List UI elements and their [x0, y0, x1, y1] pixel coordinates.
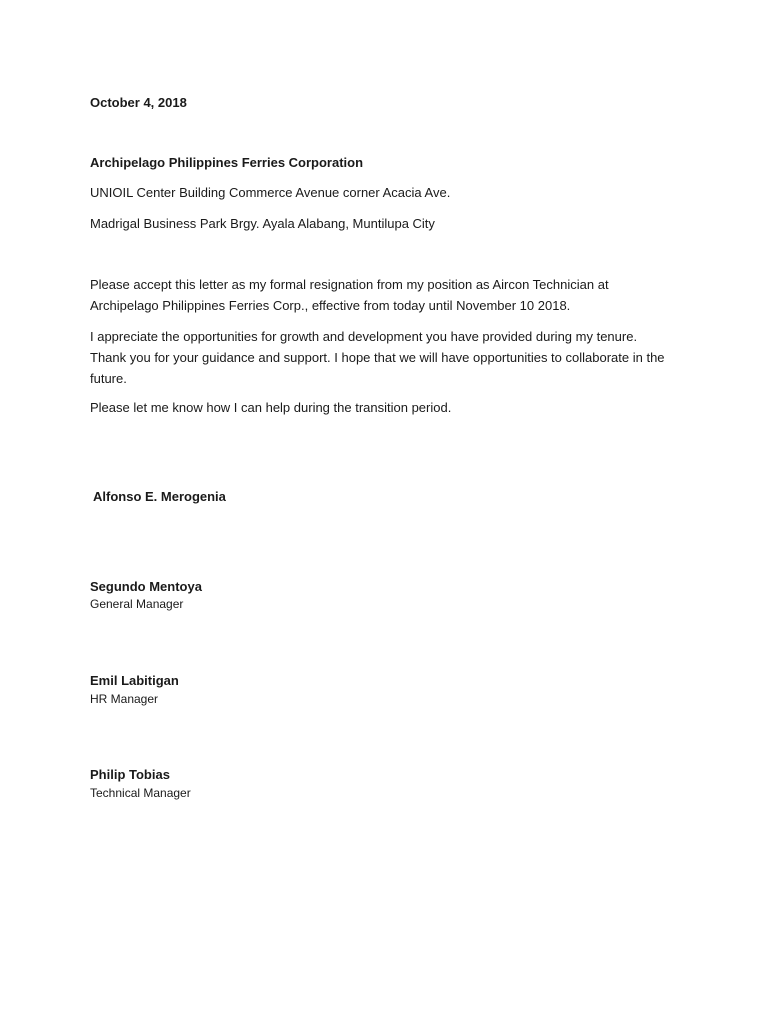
- recipient-company: Archipelago Philippines Ferries Corporation: [90, 155, 364, 170]
- signatory-name: Emil Labitigan: [90, 673, 179, 688]
- sender-name: Alfonso E. Merogenia: [93, 489, 226, 504]
- body-paragraph-1: Please accept this letter as my formal resignation from my position as Aircon Technician at Archipelago Philippines Ferries Corp., effective from today until November 10 2018.: [90, 277, 609, 313]
- body-paragraph-2: I appreciate the opportunities for growth and development you have provided during my tenure. Thank you for your guidance and support. I hope that we will have opportunities to collaborate in the future.: [90, 329, 665, 386]
- signatory-name: Segundo Mentoya: [90, 579, 202, 594]
- signatory-title: HR Manager: [90, 692, 159, 706]
- letter-date: October 4, 2018: [90, 95, 187, 110]
- signatory-title: Technical Manager: [90, 786, 191, 800]
- signatory-title: General Manager: [90, 597, 184, 611]
- recipient-address-line1: UNIOIL Center Building Commerce Avenue corner Acacia Ave.: [90, 185, 451, 200]
- body-paragraph-3: Please let me know how I can help during the transition period.: [90, 400, 452, 415]
- recipient-address-line2: Madrigal Business Park Brgy. Ayala Alabang, Muntilupa City: [90, 216, 435, 231]
- signatory-name: Philip Tobias: [90, 767, 170, 782]
